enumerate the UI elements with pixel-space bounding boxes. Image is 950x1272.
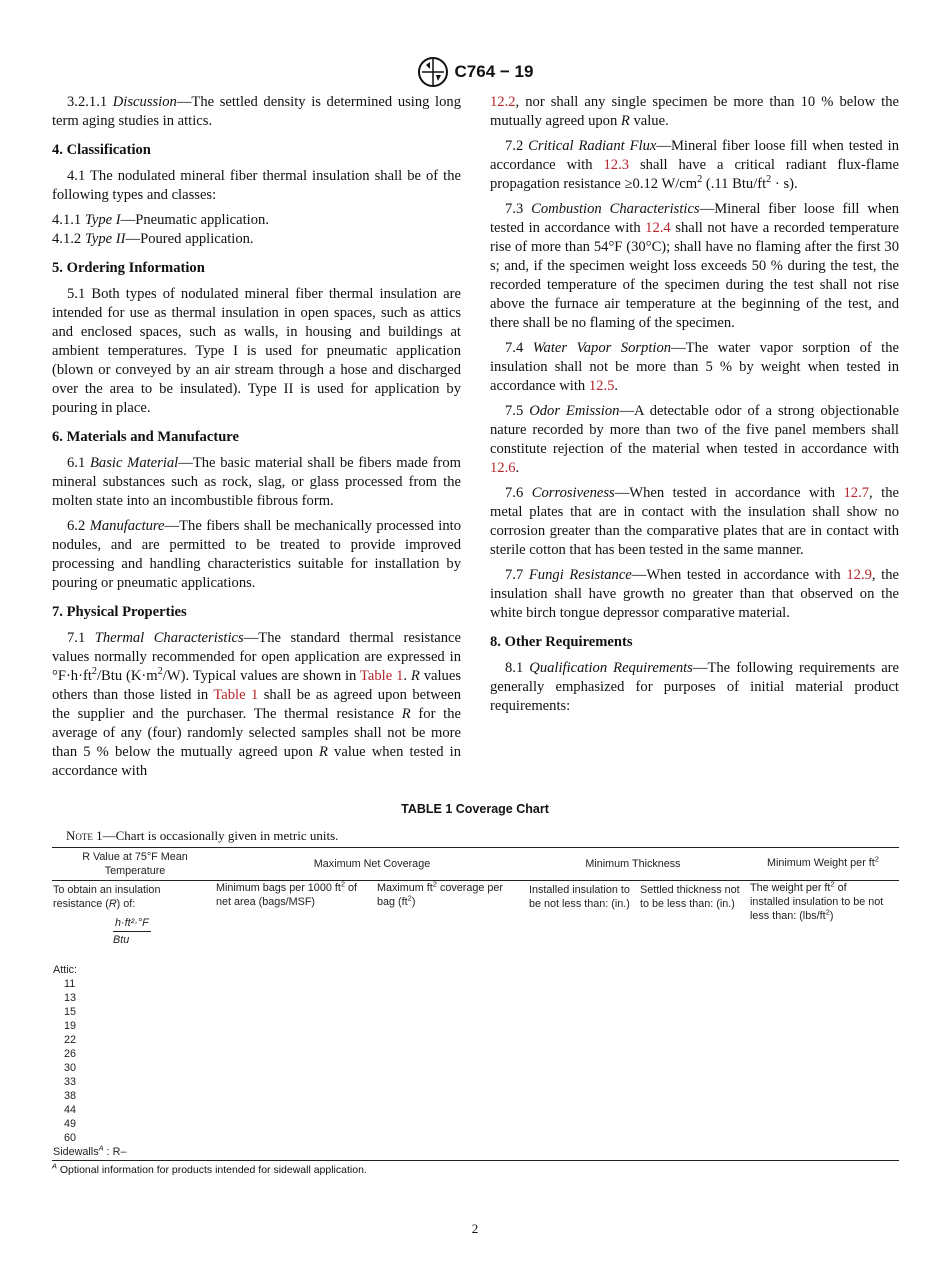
section-heading-7: 7. Physical Properties — [52, 604, 187, 620]
paragraph-7-1: 7.1 Thermal Characteristics—The standard thermal resistance values normally recommended for open application are expressed in $^\circ F\cdot h\cdot ft^2$/Btu $(K\cdot m^2/W)$. Typical values are shown in Table 1. R values others than those listed in Table 1 shall be as agreed upon between the supplier and the purchaser. The thermal resistance R for the average of any (four) randomly selected samples shall not be more than 5 % below the mutually agreed upon R value when tested in accordance with — [52, 630, 462, 779]
section-12-6-link[interactable]: 12.6 — [490, 460, 516, 476]
paragraph-7-1-continued: 12.2, nor shall any single specimen be more than 10 % below the mutually agreed upon R value. — [490, 94, 899, 129]
paragraph-7-5: 7.5 Odor Emission—A detectable odor of a strong objectionable nature recorded by more than two of the five panel members shall constitute rejection of the material when tested in accordance with 12.6. — [490, 403, 899, 476]
section-12-2-link[interactable]: 12.2 — [490, 94, 516, 110]
paragraph-7-7: 7.7 Fungi Resistance—When tested in accordance with 12.9, the insulation shall have growth no greater than that observed on the white birch tongue depressor comparative material. — [490, 567, 899, 621]
paragraph-7-4: 7.4 Water Vapor Sorption—The water vapor sorption of the insulation shall not be more than 5 % by weight when tested in accordance with 12.5. — [490, 340, 900, 394]
section-heading-4: 4. Classification — [52, 142, 151, 158]
document-code: C764 − 19 — [454, 62, 534, 81]
subheader-resistance: To obtain an insulation resistance (R) of: $\frac{\text{h·ft²·°F}}{\text{Btu}}$ — [53, 884, 161, 946]
r-value-row: 33 — [64, 1076, 77, 1088]
paragraph-6-1: 6.1 Basic Material—The basic material shall be fibers made from mineral substances such as rock, slag, or glass processed from the molten state into an incombustible fibrous form. — [52, 455, 461, 509]
coverage-table — [52, 847, 899, 1161]
r-value-row: 38 — [64, 1090, 77, 1102]
table-footnote: $^A$ Optional information for products intended for sidewall application. — [52, 1161, 367, 1176]
paragraph-5-1: 5.1 Both types of nodulated mineral fiber thermal insulation are intended for use as thermal insulation in open spaces, such as attics and enclosed spaces, such as walls, in housing and buildings at ambient temperatures. Type I is used for pneumatic application (blown or conveyed by an air stream through a hose and discharged over the area to be insulated). Type II is used for application by pouring in place. — [52, 286, 461, 416]
table-caption: TABLE 1 Coverage Chart — [401, 802, 549, 816]
right-column — [490, 93, 899, 722]
subheader-weight: The weight per $ft^2$ of installed insulation to be not less than: $(lbs/ft^2)$ — [750, 879, 884, 922]
header-r-value: R Value at 75°F Mean Temperature — [82, 851, 188, 877]
paragraph-7-2: 7.2 Critical Radiant Flux—Mineral fiber loose fill when tested in accordance with 12.3 shall have a critical radiant flux-flame propagation resistance ≥0.12 $W/cm^2$ (.11 Btu/$ft^2 \cdot s$). — [490, 138, 899, 192]
section-12-3-link[interactable]: 12.3 — [603, 157, 630, 173]
section-12-7-link[interactable]: 12.7 — [843, 485, 870, 501]
left-column — [52, 93, 461, 787]
paragraph-8-1: 8.1 Qualification Requirements—The following requirements are generally emphasized for purposes of initial material product requirements: — [490, 660, 900, 714]
subheader-min-bags: Minimum bags per 1000 $ft^2$ of net area (bags/MSF) — [216, 879, 358, 908]
section-heading-5: 5. Ordering Information — [52, 260, 205, 276]
r-value-row: 22 — [64, 1034, 77, 1046]
section-12-5-link[interactable]: 12.5 — [588, 378, 615, 394]
section-heading-6: 6. Materials and Manufacture — [52, 429, 239, 445]
attic-label: Attic: — [53, 964, 77, 976]
astm-logo-icon — [417, 56, 449, 88]
r-value-row: 49 — [64, 1118, 77, 1130]
table-top-rule — [52, 847, 899, 848]
paragraph-3-2-1-1: 3.2.1.1 Discussion—The settled density is determined using long term aging studies in attics. — [52, 94, 461, 129]
paragraph-6-2: 6.2 Manufacture—The fibers shall be mechanically processed into nodules, and are permitted to be treated to provide improved processing and handling characteristics suitable for installation by pouring or pneumatic applications. — [52, 518, 461, 591]
table-note: Note 1—Chart is occasionally given in metric units. — [66, 828, 339, 843]
r-value-row: 15 — [64, 1006, 77, 1018]
paragraph-7-6: 7.6 Corrosiveness—When tested in accordance with 12.7, the metal plates that are in contact with the insulation shall show no corrosion greater than the comparative plates that are in contact with sterile cotton that has been tested in the same manner. — [490, 485, 899, 558]
r-value-row: 13 — [64, 992, 77, 1004]
table-1-link[interactable]: Table 1 — [359, 668, 404, 684]
r-value-row: 30 — [64, 1062, 77, 1074]
paragraph-4-1-2: 4.1.2 Type II—Poured application. — [52, 231, 254, 247]
section-12-4-link[interactable]: 12.4 — [645, 220, 671, 236]
r-value-row: 26 — [64, 1048, 77, 1060]
table-bottom-rule — [52, 1160, 899, 1161]
page-header — [0, 56, 950, 88]
header-min-weight: Minimum Weight per $ft^2$ — [766, 854, 879, 869]
subheader-settled-thickness: Settled thickness not to be less than: (in.) — [640, 884, 740, 910]
r-value-row: 44 — [64, 1104, 77, 1116]
page-number: 2 — [471, 1221, 479, 1236]
sidewalls-row: Sidewalls$^A$ : R– — [53, 1143, 127, 1158]
r-value-row: 60 — [64, 1132, 77, 1144]
section-12-9-link[interactable]: 12.9 — [846, 567, 872, 583]
paragraph-4-1: 4.1 The nodulated mineral fiber thermal insulation shall be of the following types and classes: — [52, 168, 461, 203]
subheader-max-coverage: Maximum $ft^2$ coverage per bag $(ft^2)$ — [377, 879, 504, 908]
header-min-thickness: Minimum Thickness — [585, 858, 681, 870]
r-value-row: 11 — [64, 978, 76, 990]
unit-fraction: $\frac{\text{h·ft²·°F}}{\text{Btu}}$ — [113, 917, 149, 946]
table-1-link[interactable]: Table 1 — [213, 687, 259, 703]
paragraph-7-3: 7.3 Combustion Characteristics—Mineral fiber loose fill when tested in accordance with 12.4 shall not have a recorded temperature rise of more than 54°F (30°C); shall have no flaming after the first 30 s; and, if the specimen weight loss exceeds 50 % during the test, the recorded temperature of the specimen during the test shall not rise above the furnace air temperature at the beginning of the test, and there shall be no flaming of the specimen. — [490, 201, 900, 331]
section-heading-8: 8. Other Requirements — [490, 634, 633, 650]
attic-rows — [53, 963, 203, 1159]
header-max-net-coverage: Maximum Net Coverage — [313, 858, 431, 870]
r-value-row: 19 — [64, 1020, 77, 1032]
subheader-installed-thickness: Installed insulation to be not less than: (in.) — [529, 884, 630, 910]
paragraph-4-1-1: 4.1.1 Type I—Pneumatic application. — [52, 212, 269, 228]
